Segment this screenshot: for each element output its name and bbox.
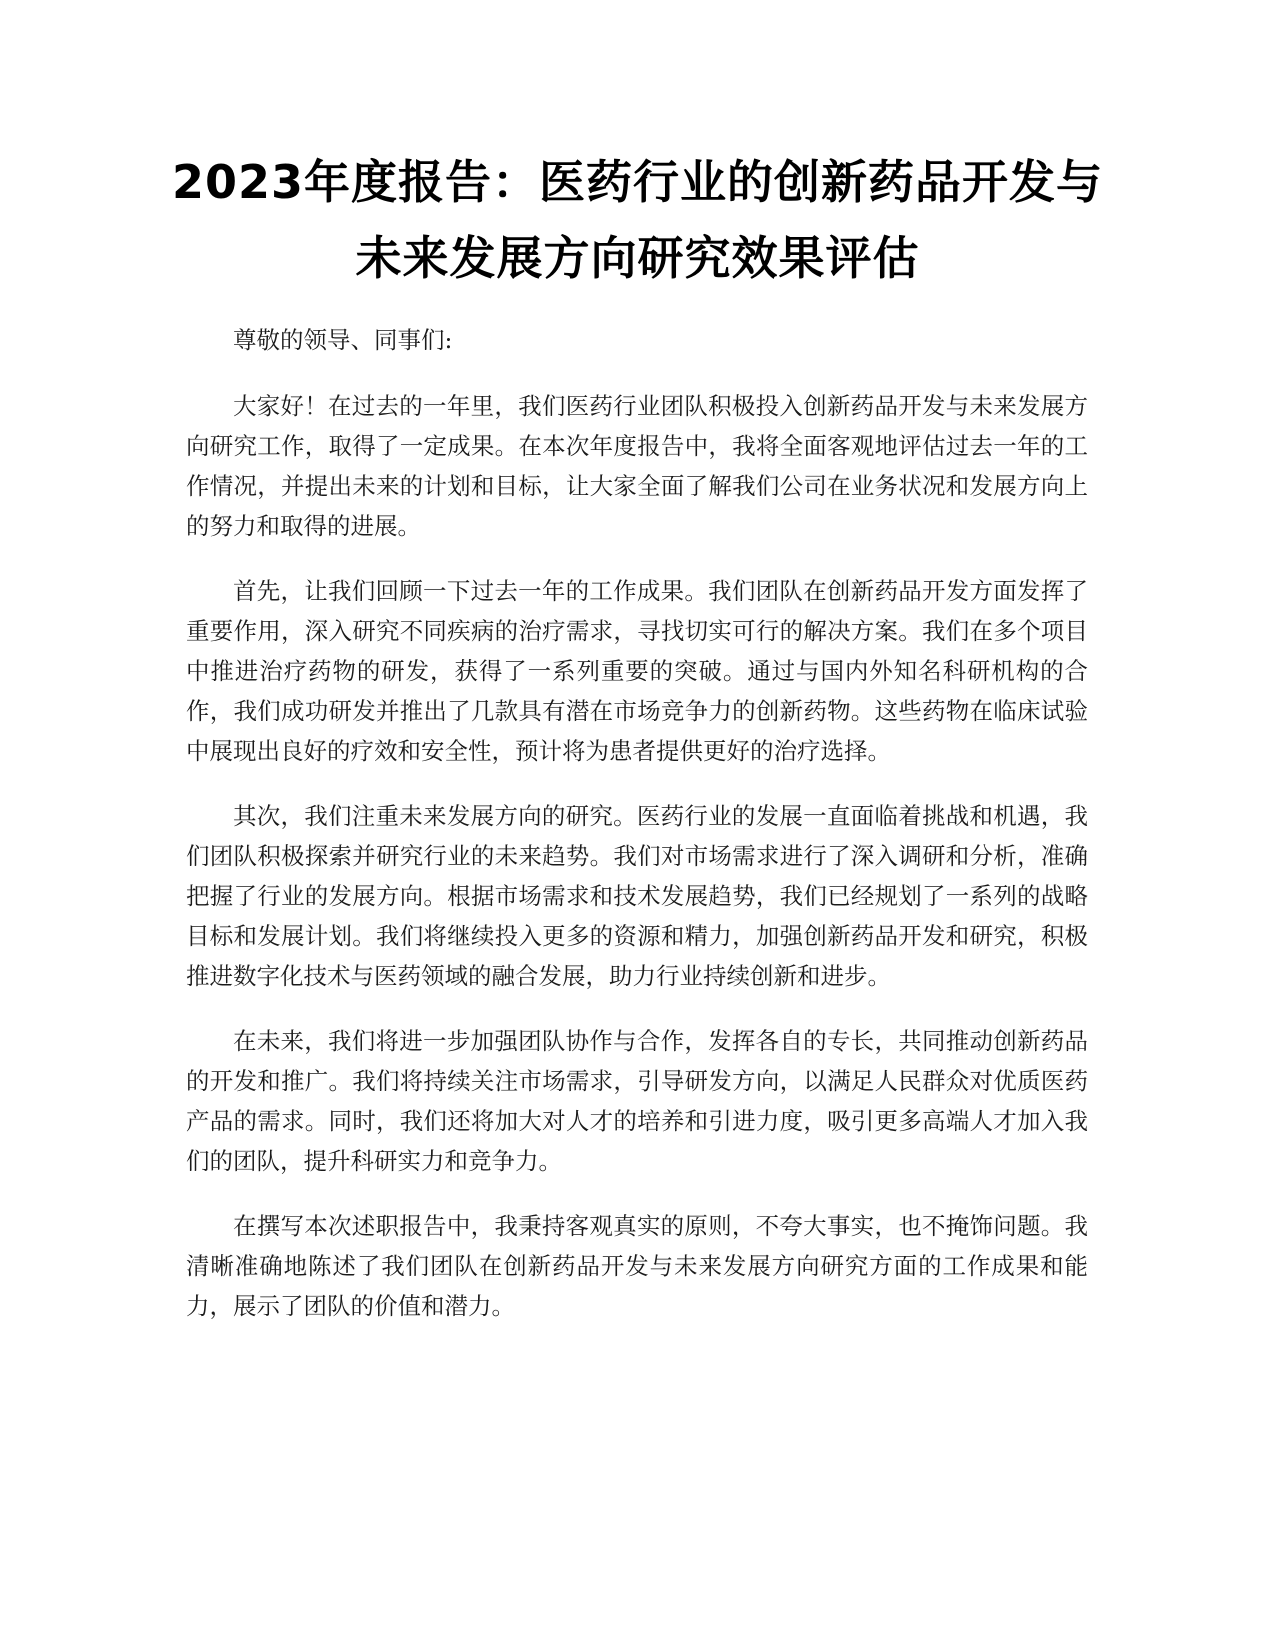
paragraph-conclusion: 在撰写本次述职报告中，我秉持客观真实的原则，不夸大事实，也不掩饰问题。我清晰准确地陈述了我们团队在创新药品开发与未来发展方向研究方面的工作成果和能力，展示了团队的价值和潜力。 [186,1212,1088,1320]
paragraph-future-plans: 在未来，我们将进一步加强团队协作与合作，发挥各自的专长，共同推动创新药品的开发和推广。我们将持续关注市场需求，引导研发方向，以满足人民群众对优质医药产品的需求。同时，我们还将加大对人才的培养和引进力度，吸引更多高端人才加入我们的团队，提升科研实力和竞争力。 [186,1027,1088,1175]
paragraph-achievements: 首先，让我们回顾一下过去一年的工作成果。我们团队在创新药品开发方面发挥了重要作用，深入研究不同疾病的治疗需求，寻找切实可行的解决方案。我们在多个项目中推进治疗药物的研发，获得了一系列重要的突破。通过与国内外知名科研机构的合作，我们成功研发并推出了几款具有潜在市场竞争力的创新药物。这些药物在临床试验中展现出良好的疗效和安全性，预计将为患者提供更好的治疗选择。 [186,577,1088,765]
document-title: 2023年度报告：医药行业的创新药品开发与未来发展方向研究效果评估 [171,155,1104,285]
paragraph-future-research: 其次，我们注重未来发展方向的研究。医药行业的发展一直面临着挑战和机遇，我们团队积极探索并研究行业的未来趋势。我们对市场需求进行了深入调研和分析，准确把握了行业的发展方向。根据市场需求和技术发展趋势，我们已经规划了一系列的战略目标和发展计划。我们将继续投入更多的资源和精力，加强创新药品开发和研究，积极推进数字化技术与医药领域的融合发展，助力行业持续创新和进步。 [186,802,1088,990]
paragraph-greeting: 大家好！在过去的一年里，我们医药行业团队积极投入创新药品开发与未来发展方向研究工作，取得了一定成果。在本次年度报告中，我将全面客观地评估过去一年的工作情况，并提出未来的计划和目标，让大家全面了解我们公司在业务状况和发展方向上的努力和取得的进展。 [186,392,1088,540]
salutation: 尊敬的领导、同事们: [233,326,453,354]
document-body [186,320,1088,1351]
